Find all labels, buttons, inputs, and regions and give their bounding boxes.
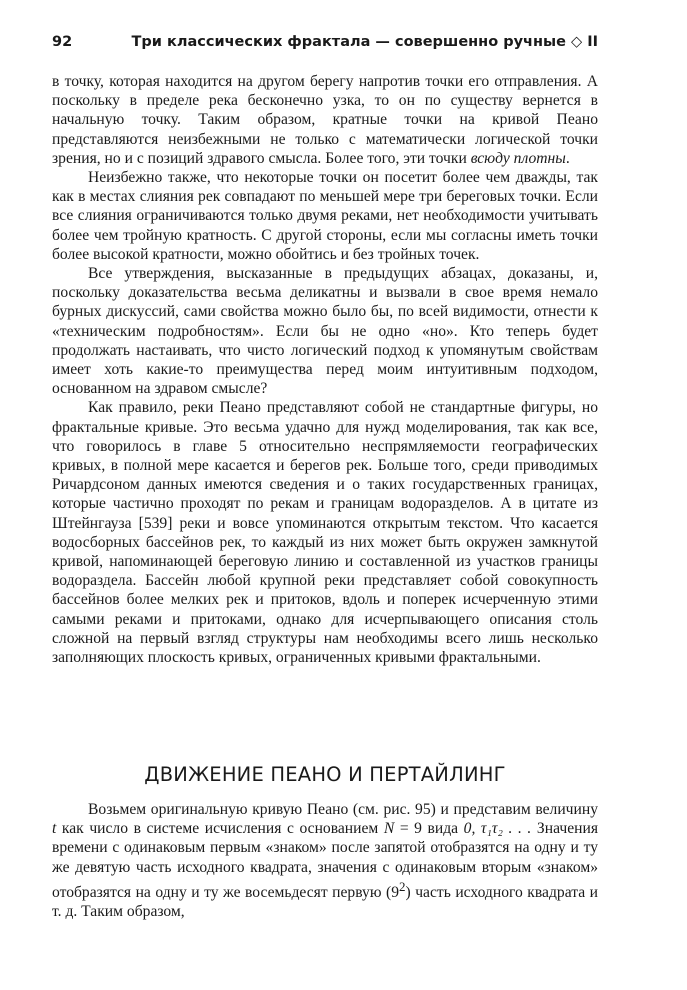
section-body-text <box>52 800 598 921</box>
paragraph-1 <box>52 72 598 168</box>
running-title: Три классических фрактала — совершенно ручные ◇ II <box>131 34 598 50</box>
page-number: 92 <box>52 34 73 50</box>
section-heading: ДВИЖЕНИЕ ПЕАНО И ПЕРТАЙЛИНГ <box>144 763 506 786</box>
paragraph-1-end: . <box>565 149 570 167</box>
paragraph-5-part-d: Значения времени с одинаковым первым «знаком» после запятой отобразятся на одну и ту же девятую часть исходного квадрата, значения с одинаковым вторым «знаком» отобразятся на одну и ту же восемьдесят первую (9 <box>52 820 598 901</box>
variable-n: N <box>383 820 395 838</box>
paragraph-5 <box>52 800 598 921</box>
paragraph-5-part-a: Возьмем оригинальную кривую Пеано (см. рис. 95) и представим величину <box>88 801 598 818</box>
running-header <box>52 34 598 56</box>
paragraph-4: Как правило, реки Пеано представляют собой не стандартные фигуры, но фрактальные кривые. Это весьма удачно для нужд моделирования, так как все, что говорилось в главе 5 относительно неспрямляемости географических кривых, в полной мере касается и берегов рек. Больше того, среди приводимых Ричардсоном данных имеются сведения и о таких государственных границах, которые частично проходят по рекам и границам водоразделов. А в цитате из Штейнгауза [539] реки и вовсе упоминаются открытым текстом. Что касается водосборных бассейнов рек, то каждый из них может быть окружен замкнутой кривой, напоминающей береговую линию и составленной из участков границы водораздела. Бассейн любой крупной реки представляет собой совокупность бассейнов более мелких рек и притоков, вдоль и поперек исчерченную этими самыми реками и притоками, однако для исчерпывающего описания столь сложной на первый взгляд структуры нам необходимы всего лишь несколько заполняющих плоскость кривых, ограниченных кривыми фрактальными. <box>52 399 598 667</box>
paragraph-1-text: в точку, которая находится на другом берегу напротив точки его отправления. А поскольку в пределе река бесконечно узка, то он по существу вернется в начальную точку. Таким образом, кратные точки на кривой Пеано представляются неизбежными не только с математически логической точки зрения, но и с позиций здравого смысла. Более того, эти точки <box>52 73 598 167</box>
variable-t: t <box>52 820 57 838</box>
math-expression: 0, τ₁τ₂ . . . <box>463 820 532 838</box>
paragraph-5-part-e: ) часть исходного квадрата и т. д. Таким образом, <box>52 884 598 921</box>
body-text <box>52 72 598 667</box>
paragraph-5-part-b: как число в системе исчисления с основанием <box>56 820 384 838</box>
paragraph-3: Все утверждения, высказанные в предыдущих абзацах, доказаны, и, поскольку доказательства весьма деликатны и вызвали в свое время немало бурных дискуссий, сами свойства можно было бы, по всей видимости, отнести к «техническим подробностям». Если бы не одно «но». Кто теперь будет продолжать настаивать, что чисто логический подход к упомянутым свойствам имеет хоть какие-то преимущества перед моим интуитивным подходом, основанном на здравом смысле? <box>52 265 598 398</box>
paragraph-1-emphasis: всюду плотны <box>470 149 566 167</box>
paragraph-5-part-c: = 9 вида <box>394 820 464 838</box>
superscript-exponent: 2 <box>399 878 406 894</box>
paragraph-2: Неизбежно также, что некоторые точки он посетит более чем дважды, так как в местах слияния рек совпадают по меньшей мере три береговых точки. Если все слияния ограничиваются только двумя реками, нет необходимости учитывать более чем тройную кратность. С другой стороны, если мы согласны иметь точки более высокой кратности, можно обойтись и без тройных точек. <box>52 169 598 263</box>
book-page <box>52 0 598 990</box>
